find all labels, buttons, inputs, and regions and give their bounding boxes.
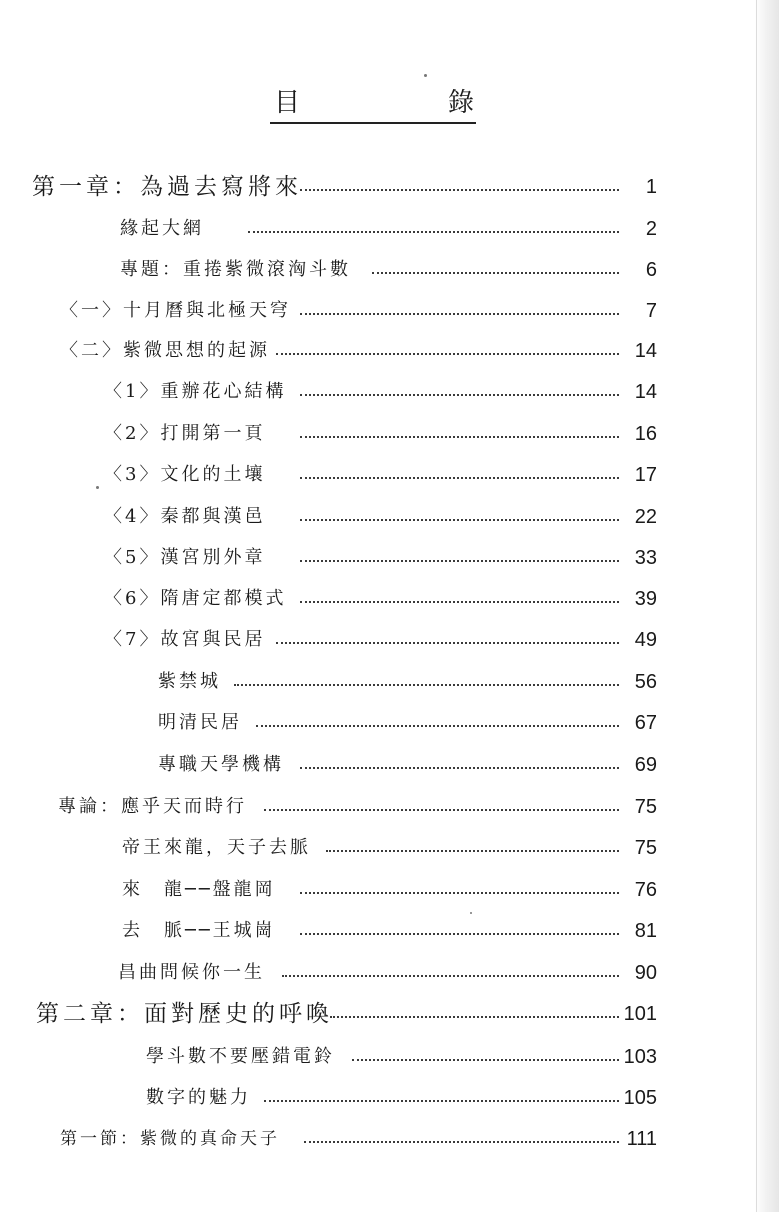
toc-entry bbox=[0, 748, 779, 782]
toc-entry-label: 〈3〉文化的土壤 bbox=[104, 464, 266, 485]
toc-leader-dots bbox=[248, 231, 619, 233]
toc-entry-label: 〈4〉秦都與漢邑 bbox=[104, 506, 266, 527]
toc-title-left-char: 目 bbox=[274, 88, 301, 118]
toc-entry bbox=[0, 956, 779, 990]
toc-entry-page: 103 bbox=[623, 1046, 657, 1068]
toc-entry-page: 76 bbox=[634, 879, 657, 901]
toc-entry bbox=[0, 375, 779, 409]
toc-entry bbox=[0, 831, 779, 865]
toc-entry-page: 111 bbox=[626, 1128, 657, 1150]
toc-entry-label: 〈二〉紫微思想的起源 bbox=[60, 340, 270, 361]
toc-leader-dots bbox=[326, 850, 619, 852]
toc-leader-dots bbox=[276, 642, 619, 644]
toc-entry bbox=[0, 253, 779, 287]
toc-entry bbox=[0, 417, 779, 451]
toc-leader-dots bbox=[300, 394, 619, 396]
toc-entry-page: 16 bbox=[634, 423, 657, 445]
toc-entry bbox=[0, 170, 779, 204]
toc-entry bbox=[0, 1040, 779, 1074]
toc-entry-page: 14 bbox=[634, 381, 657, 403]
toc-entry-page: 105 bbox=[623, 1087, 657, 1109]
toc-entry-page: 81 bbox=[634, 920, 657, 942]
toc-entry-page: 2 bbox=[645, 218, 657, 240]
toc-leader-dots bbox=[282, 975, 619, 977]
toc-entry bbox=[0, 294, 779, 328]
scan-speck bbox=[424, 74, 427, 77]
toc-entry bbox=[0, 458, 779, 492]
toc-entry-label: 專論：應乎天而時行 bbox=[58, 796, 247, 817]
toc-leader-dots bbox=[300, 601, 619, 603]
scan-speck bbox=[470, 912, 472, 914]
toc-entry-page: 7 bbox=[645, 300, 657, 322]
toc-entry bbox=[0, 997, 779, 1031]
toc-title-right-char: 錄 bbox=[447, 88, 474, 118]
toc-leader-dots bbox=[300, 436, 619, 438]
toc-entry-label: 帝王來龍，天子去脈 bbox=[122, 837, 311, 858]
toc-entry bbox=[0, 665, 779, 699]
toc-entry-page: 14 bbox=[634, 340, 657, 362]
toc-entry-label: 〈一〉十月曆與北極天穹 bbox=[60, 300, 291, 321]
toc-leader-dots bbox=[372, 272, 619, 274]
toc-entry-label: 明清民居 bbox=[158, 712, 242, 733]
toc-leader-dots bbox=[264, 1100, 619, 1102]
toc-entry-page: 101 bbox=[623, 1003, 657, 1025]
toc-entry-label: 學斗數不要壓錯電鈴 bbox=[146, 1046, 335, 1067]
toc-entry-page: 75 bbox=[634, 796, 657, 818]
toc-leader-dots bbox=[300, 519, 619, 521]
toc-entry bbox=[0, 873, 779, 907]
toc-entry-page: 75 bbox=[634, 837, 657, 859]
toc-entry-label: 〈7〉故宮與民居 bbox=[104, 629, 266, 650]
toc-entry-page: 56 bbox=[634, 671, 657, 693]
toc-leader-dots bbox=[234, 684, 619, 686]
toc-entry-label: 第一節：紫微的真命天子 bbox=[60, 1129, 280, 1149]
toc-leader-dots bbox=[304, 1141, 619, 1143]
toc-entry bbox=[0, 914, 779, 948]
toc-entry bbox=[0, 541, 779, 575]
toc-entry bbox=[0, 334, 779, 368]
toc-entry bbox=[0, 790, 779, 824]
toc-entry-label: 數字的魅力 bbox=[146, 1087, 251, 1108]
toc-leader-dots bbox=[276, 353, 619, 355]
toc-leader-dots bbox=[256, 725, 619, 727]
toc-entry-label: 第二章：面對歷史的呼喚 bbox=[36, 1001, 333, 1027]
scan-speck bbox=[96, 486, 99, 489]
toc-leader-dots bbox=[264, 809, 619, 811]
toc-leader-dots bbox=[300, 560, 619, 562]
toc-leader-dots bbox=[300, 767, 619, 769]
toc-title bbox=[270, 88, 476, 124]
toc-entry-page: 1 bbox=[645, 176, 657, 198]
toc-entry-page: 69 bbox=[634, 754, 657, 776]
toc-entry-label: 來 龍──盤龍岡 bbox=[122, 879, 276, 900]
toc-entry-label: 〈6〉隋唐定都模式 bbox=[104, 588, 287, 609]
toc-entry bbox=[0, 212, 779, 246]
toc-leader-dots bbox=[300, 892, 619, 894]
toc-leader-dots bbox=[300, 477, 619, 479]
toc-entry bbox=[0, 623, 779, 657]
toc-entry-page: 49 bbox=[634, 629, 657, 651]
toc-entry bbox=[0, 1081, 779, 1115]
toc-leader-dots bbox=[300, 189, 619, 191]
toc-entry-label: 緣起大網 bbox=[120, 218, 204, 239]
toc-entry-label: 昌曲問候你一生 bbox=[118, 962, 265, 983]
toc-entry-label: 〈1〉重辦花心結構 bbox=[104, 381, 287, 402]
toc-leader-dots bbox=[330, 1016, 619, 1018]
toc-entry-page: 22 bbox=[634, 506, 657, 528]
toc-entry bbox=[0, 500, 779, 534]
toc-entry-label: 專職天學機構 bbox=[158, 754, 284, 775]
toc-entry-page: 17 bbox=[634, 464, 657, 486]
toc-entry-page: 90 bbox=[634, 962, 657, 984]
toc-entry-label: 專題：重捲紫微滾洶斗數 bbox=[120, 259, 351, 280]
toc-entry-page: 6 bbox=[645, 259, 657, 281]
toc-entry-page: 33 bbox=[634, 547, 657, 569]
toc-entry bbox=[0, 1122, 779, 1156]
toc-entry-label: 第一章：為過去寫將來 bbox=[32, 174, 302, 200]
toc-entry-page: 39 bbox=[634, 588, 657, 610]
toc-entry bbox=[0, 706, 779, 740]
toc-leader-dots bbox=[300, 313, 619, 315]
toc-entry-label: 〈2〉打開第一頁 bbox=[104, 423, 266, 444]
toc-leader-dots bbox=[352, 1059, 619, 1061]
toc-entry-label: 紫禁城 bbox=[158, 671, 221, 692]
toc-entry-page: 67 bbox=[634, 712, 657, 734]
toc-entry-label: 去 脈──王城崗 bbox=[122, 920, 276, 941]
toc-entry-label: 〈5〉漢宮別外章 bbox=[104, 547, 266, 568]
toc-leader-dots bbox=[300, 933, 619, 935]
toc-entry bbox=[0, 582, 779, 616]
